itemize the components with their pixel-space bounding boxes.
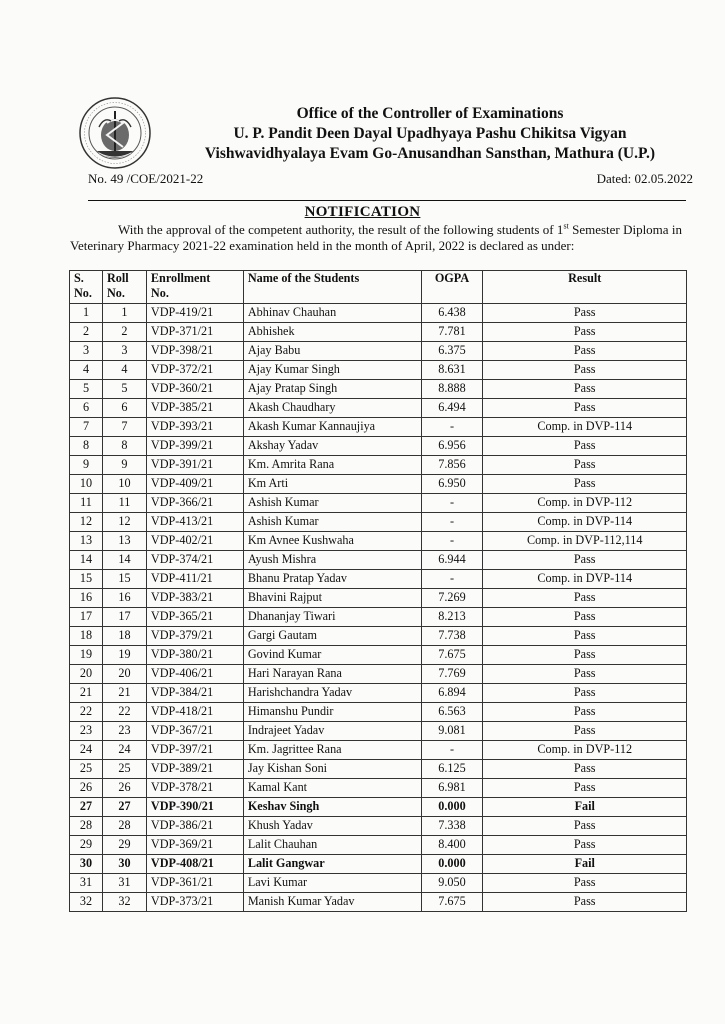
cell-sno: 30	[70, 855, 103, 874]
table-row	[70, 437, 687, 456]
cell-result: Pass	[483, 475, 687, 494]
table-row	[70, 361, 687, 380]
cell-ogpa: 0.000	[421, 798, 483, 817]
cell-ogpa: 6.956	[421, 437, 483, 456]
cell-sno: 13	[70, 532, 103, 551]
cell-enrollment: VDP-372/21	[146, 361, 243, 380]
cell-ogpa: 7.675	[421, 893, 483, 912]
cell-sno: 18	[70, 627, 103, 646]
table-row	[70, 475, 687, 494]
cell-sno: 19	[70, 646, 103, 665]
cell-ogpa: -	[421, 513, 483, 532]
cell-ogpa: 7.675	[421, 646, 483, 665]
cell-roll: 32	[102, 893, 146, 912]
cell-student-name: Indrajeet Yadav	[243, 722, 421, 741]
cell-student-name: Km Arti	[243, 475, 421, 494]
cell-ogpa: -	[421, 418, 483, 437]
cell-ogpa: 8.400	[421, 836, 483, 855]
cell-result: Pass	[483, 779, 687, 798]
cell-roll: 21	[102, 684, 146, 703]
cell-student-name: Keshav Singh	[243, 798, 421, 817]
table-row	[70, 418, 687, 437]
cell-ogpa: 6.494	[421, 399, 483, 418]
cell-student-name: Abhishek	[243, 323, 421, 342]
table-row	[70, 532, 687, 551]
cell-sno: 14	[70, 551, 103, 570]
cell-sno: 6	[70, 399, 103, 418]
cell-sno: 21	[70, 684, 103, 703]
cell-student-name: Km. Jagrittee Rana	[243, 741, 421, 760]
cell-result: Pass	[483, 437, 687, 456]
table-header-row	[70, 271, 687, 304]
cell-result: Pass	[483, 665, 687, 684]
cell-roll: 24	[102, 741, 146, 760]
cell-result: Pass	[483, 874, 687, 893]
cell-enrollment: VDP-367/21	[146, 722, 243, 741]
cell-enrollment: VDP-398/21	[146, 342, 243, 361]
paragraph-ordinal-suffix: st	[563, 221, 569, 231]
cell-sno: 15	[70, 570, 103, 589]
cell-sno: 12	[70, 513, 103, 532]
cell-enrollment: VDP-385/21	[146, 399, 243, 418]
table-row	[70, 646, 687, 665]
cell-ogpa: 8.631	[421, 361, 483, 380]
cell-result: Comp. in DVP-112	[483, 494, 687, 513]
table-row	[70, 399, 687, 418]
cell-result: Pass	[483, 380, 687, 399]
table-row	[70, 513, 687, 532]
cell-roll: 31	[102, 874, 146, 893]
cell-enrollment: VDP-402/21	[146, 532, 243, 551]
cell-sno: 7	[70, 418, 103, 437]
cell-student-name: Lavi Kumar	[243, 874, 421, 893]
cell-student-name: Akshay Yadav	[243, 437, 421, 456]
cell-enrollment: VDP-361/21	[146, 874, 243, 893]
cell-sno: 5	[70, 380, 103, 399]
cell-roll: 7	[102, 418, 146, 437]
cell-enrollment: VDP-374/21	[146, 551, 243, 570]
issue-date: Dated: 02.05.2022	[596, 171, 693, 186]
cell-roll: 10	[102, 475, 146, 494]
table-row	[70, 589, 687, 608]
cell-student-name: Km Avnee Kushwaha	[243, 532, 421, 551]
cell-roll: 3	[102, 342, 146, 361]
table-row	[70, 760, 687, 779]
cell-enrollment: VDP-384/21	[146, 684, 243, 703]
table-row	[70, 741, 687, 760]
header-result: Result	[483, 271, 687, 304]
table-row	[70, 456, 687, 475]
cell-student-name: Ashish Kumar	[243, 513, 421, 532]
table-row	[70, 684, 687, 703]
cell-student-name: Khush Yadav	[243, 817, 421, 836]
cell-student-name: Kamal Kant	[243, 779, 421, 798]
cell-ogpa: 6.981	[421, 779, 483, 798]
cell-enrollment: VDP-366/21	[146, 494, 243, 513]
header-ogpa: OGPA	[421, 271, 483, 304]
header-name: Name of the Students	[243, 271, 421, 304]
cell-sno: 32	[70, 893, 103, 912]
results-table	[69, 270, 687, 912]
cell-student-name: Gargi Gautam	[243, 627, 421, 646]
cell-result: Pass	[483, 836, 687, 855]
cell-student-name: Km. Amrita Rana	[243, 456, 421, 475]
table-row	[70, 722, 687, 741]
cell-result: Pass	[483, 342, 687, 361]
header-line-office: Office of the Controller of Examinations	[296, 105, 564, 122]
header-line-location: Vishwavidhyalaya Evam Go-Anusandhan Sansthan, Mathura (U.P.)	[204, 145, 656, 162]
table-row	[70, 855, 687, 874]
cell-result: Pass	[483, 646, 687, 665]
cell-enrollment: VDP-390/21	[146, 798, 243, 817]
cell-enrollment: VDP-383/21	[146, 589, 243, 608]
cell-enrollment: VDP-418/21	[146, 703, 243, 722]
table-row	[70, 608, 687, 627]
cell-enrollment: VDP-386/21	[146, 817, 243, 836]
cell-student-name: Govind Kumar	[243, 646, 421, 665]
table-row	[70, 304, 687, 323]
cell-roll: 1	[102, 304, 146, 323]
cell-sno: 27	[70, 798, 103, 817]
reference-number: No. 49 /COE/2021-22	[88, 171, 204, 186]
cell-ogpa: 6.563	[421, 703, 483, 722]
cell-enrollment: VDP-393/21	[146, 418, 243, 437]
table-row	[70, 494, 687, 513]
cell-ogpa: 9.081	[421, 722, 483, 741]
cell-roll: 16	[102, 589, 146, 608]
cell-enrollment: VDP-397/21	[146, 741, 243, 760]
cell-ogpa: -	[421, 494, 483, 513]
cell-student-name: Ayush Mishra	[243, 551, 421, 570]
cell-sno: 26	[70, 779, 103, 798]
cell-student-name: Hari Narayan Rana	[243, 665, 421, 684]
cell-sno: 25	[70, 760, 103, 779]
university-seal-icon	[77, 95, 153, 171]
cell-roll: 11	[102, 494, 146, 513]
cell-roll: 27	[102, 798, 146, 817]
cell-student-name: Ajay Pratap Singh	[243, 380, 421, 399]
cell-ogpa: 6.944	[421, 551, 483, 570]
header-line-university: U. P. Pandit Deen Dayal Upadhyaya Pashu Chikitsa Vigyan	[233, 125, 627, 142]
cell-student-name: Himanshu Pundir	[243, 703, 421, 722]
cell-result: Pass	[483, 361, 687, 380]
cell-sno: 2	[70, 323, 103, 342]
cell-enrollment: VDP-380/21	[146, 646, 243, 665]
cell-roll: 15	[102, 570, 146, 589]
cell-enrollment: VDP-369/21	[146, 836, 243, 855]
cell-roll: 17	[102, 608, 146, 627]
cell-ogpa: 6.125	[421, 760, 483, 779]
cell-result: Comp. in DVP-114	[483, 418, 687, 437]
cell-enrollment: VDP-409/21	[146, 475, 243, 494]
table-row	[70, 323, 687, 342]
cell-enrollment: VDP-365/21	[146, 608, 243, 627]
cell-result: Fail	[483, 798, 687, 817]
cell-sno: 24	[70, 741, 103, 760]
notification-title: NOTIFICATION	[304, 204, 421, 220]
cell-ogpa: 0.000	[421, 855, 483, 874]
cell-ogpa: 7.338	[421, 817, 483, 836]
table-row	[70, 874, 687, 893]
cell-result: Comp. in DVP-112,114	[483, 532, 687, 551]
cell-sno: 10	[70, 475, 103, 494]
cell-enrollment: VDP-411/21	[146, 570, 243, 589]
cell-sno: 17	[70, 608, 103, 627]
table-row	[70, 817, 687, 836]
cell-ogpa: 8.213	[421, 608, 483, 627]
cell-sno: 8	[70, 437, 103, 456]
cell-ogpa: 7.738	[421, 627, 483, 646]
cell-sno: 16	[70, 589, 103, 608]
cell-ogpa: 8.888	[421, 380, 483, 399]
cell-sno: 3	[70, 342, 103, 361]
cell-enrollment: VDP-378/21	[146, 779, 243, 798]
paragraph-text-start: With the approval of the competent authority, the result of the following students of 1	[118, 222, 564, 237]
cell-sno: 22	[70, 703, 103, 722]
cell-roll: 22	[102, 703, 146, 722]
table-row	[70, 798, 687, 817]
cell-enrollment: VDP-371/21	[146, 323, 243, 342]
cell-roll: 6	[102, 399, 146, 418]
cell-result: Pass	[483, 589, 687, 608]
cell-ogpa: 6.894	[421, 684, 483, 703]
header-divider	[88, 200, 686, 201]
cell-sno: 29	[70, 836, 103, 855]
cell-student-name: Dhananjay Tiwari	[243, 608, 421, 627]
header-roll: Roll No.	[102, 271, 146, 304]
cell-roll: 23	[102, 722, 146, 741]
cell-sno: 20	[70, 665, 103, 684]
cell-student-name: Abhinav Chauhan	[243, 304, 421, 323]
cell-roll: 29	[102, 836, 146, 855]
table-row	[70, 342, 687, 361]
cell-roll: 13	[102, 532, 146, 551]
cell-sno: 31	[70, 874, 103, 893]
results-table-body	[70, 304, 687, 912]
table-row	[70, 627, 687, 646]
header-sno: S. No.	[70, 271, 103, 304]
cell-student-name: Akash Kumar Kannaujiya	[243, 418, 421, 437]
cell-sno: 28	[70, 817, 103, 836]
cell-student-name: Bhanu Pratap Yadav	[243, 570, 421, 589]
notification-paragraph	[70, 222, 682, 253]
table-row	[70, 551, 687, 570]
table-row	[70, 779, 687, 798]
cell-roll: 12	[102, 513, 146, 532]
cell-enrollment: VDP-389/21	[146, 760, 243, 779]
cell-ogpa: -	[421, 741, 483, 760]
cell-result: Pass	[483, 627, 687, 646]
cell-enrollment: VDP-408/21	[146, 855, 243, 874]
cell-enrollment: VDP-379/21	[146, 627, 243, 646]
cell-roll: 20	[102, 665, 146, 684]
cell-result: Comp. in DVP-114	[483, 513, 687, 532]
table-row	[70, 570, 687, 589]
cell-result: Pass	[483, 893, 687, 912]
cell-student-name: Manish Kumar Yadav	[243, 893, 421, 912]
cell-sno: 1	[70, 304, 103, 323]
cell-enrollment: VDP-419/21	[146, 304, 243, 323]
cell-roll: 19	[102, 646, 146, 665]
cell-result: Pass	[483, 399, 687, 418]
cell-roll: 5	[102, 380, 146, 399]
cell-ogpa: 7.769	[421, 665, 483, 684]
cell-student-name: Lalit Gangwar	[243, 855, 421, 874]
table-row	[70, 703, 687, 722]
cell-sno: 23	[70, 722, 103, 741]
cell-result: Pass	[483, 760, 687, 779]
cell-student-name: Bhavini Rajput	[243, 589, 421, 608]
table-row	[70, 893, 687, 912]
cell-result: Comp. in DVP-112	[483, 741, 687, 760]
cell-enrollment: VDP-413/21	[146, 513, 243, 532]
cell-enrollment: VDP-360/21	[146, 380, 243, 399]
cell-ogpa: 6.950	[421, 475, 483, 494]
table-row	[70, 665, 687, 684]
cell-ogpa: 7.856	[421, 456, 483, 475]
cell-result: Pass	[483, 684, 687, 703]
cell-student-name: Harishchandra Yadav	[243, 684, 421, 703]
table-row	[70, 836, 687, 855]
cell-roll: 25	[102, 760, 146, 779]
cell-student-name: Ajay Babu	[243, 342, 421, 361]
cell-ogpa: 7.269	[421, 589, 483, 608]
cell-enrollment: VDP-391/21	[146, 456, 243, 475]
cell-roll: 28	[102, 817, 146, 836]
cell-result: Pass	[483, 817, 687, 836]
header-enrollment: Enrollment No.	[146, 271, 243, 304]
cell-result: Pass	[483, 722, 687, 741]
cell-roll: 2	[102, 323, 146, 342]
cell-result: Pass	[483, 608, 687, 627]
cell-student-name: Lalit Chauhan	[243, 836, 421, 855]
cell-student-name: Akash Chaudhary	[243, 399, 421, 418]
cell-result: Fail	[483, 855, 687, 874]
cell-sno: 4	[70, 361, 103, 380]
cell-enrollment: VDP-406/21	[146, 665, 243, 684]
institution-header	[160, 104, 700, 164]
cell-ogpa: -	[421, 570, 483, 589]
cell-student-name: Ashish Kumar	[243, 494, 421, 513]
cell-roll: 14	[102, 551, 146, 570]
cell-roll: 26	[102, 779, 146, 798]
cell-result: Pass	[483, 456, 687, 475]
cell-sno: 9	[70, 456, 103, 475]
cell-roll: 8	[102, 437, 146, 456]
cell-ogpa: 9.050	[421, 874, 483, 893]
cell-ogpa: 6.438	[421, 304, 483, 323]
cell-result: Pass	[483, 551, 687, 570]
cell-ogpa: 7.781	[421, 323, 483, 342]
cell-result: Pass	[483, 304, 687, 323]
cell-result: Pass	[483, 323, 687, 342]
cell-enrollment: VDP-399/21	[146, 437, 243, 456]
cell-result: Pass	[483, 703, 687, 722]
paragraph-text-end: Semester Diploma in Veterinary Pharmacy 2021-22 examination held in the month of April, 2022 is declared as under:	[70, 222, 682, 253]
cell-sno: 11	[70, 494, 103, 513]
cell-ogpa: -	[421, 532, 483, 551]
cell-roll: 4	[102, 361, 146, 380]
table-row	[70, 380, 687, 399]
cell-ogpa: 6.375	[421, 342, 483, 361]
cell-student-name: Ajay Kumar Singh	[243, 361, 421, 380]
cell-result: Comp. in DVP-114	[483, 570, 687, 589]
cell-student-name: Jay Kishan Soni	[243, 760, 421, 779]
cell-enrollment: VDP-373/21	[146, 893, 243, 912]
cell-roll: 18	[102, 627, 146, 646]
cell-roll: 9	[102, 456, 146, 475]
cell-roll: 30	[102, 855, 146, 874]
